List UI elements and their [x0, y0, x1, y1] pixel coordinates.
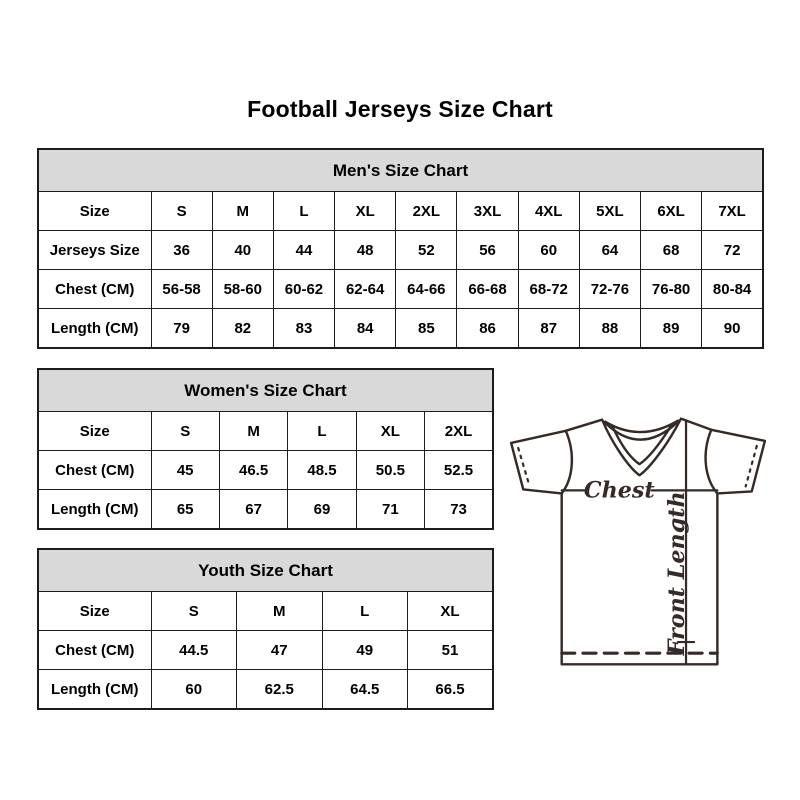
row-label: Chest (CM) — [38, 270, 151, 309]
table-cell: 58-60 — [212, 270, 273, 309]
table-row — [38, 192, 763, 231]
row-label: Chest (CM) — [38, 451, 151, 490]
table-cell: 62-64 — [335, 270, 396, 309]
column-header: S — [151, 412, 219, 451]
table-title: Youth Size Chart — [38, 549, 493, 592]
table-row — [38, 149, 763, 192]
column-header: M — [237, 592, 323, 631]
table-row — [38, 549, 493, 592]
table-cell: 52 — [396, 231, 457, 270]
table-cell: 64-66 — [396, 270, 457, 309]
table-cell: 66.5 — [408, 670, 494, 710]
table-cell: 71 — [356, 490, 424, 530]
table-cell: 46.5 — [219, 451, 287, 490]
column-header: S — [151, 592, 237, 631]
column-header: L — [322, 592, 408, 631]
table-cell: 44 — [273, 231, 334, 270]
table-row — [38, 309, 763, 349]
jersey-illustration-icon — [498, 396, 776, 692]
table-cell: 85 — [396, 309, 457, 349]
table-cell: 84 — [335, 309, 396, 349]
table-cell: 89 — [641, 309, 702, 349]
column-header: 4XL — [518, 192, 579, 231]
table-row — [38, 670, 493, 710]
table-cell: 65 — [151, 490, 219, 530]
table-cell: 87 — [518, 309, 579, 349]
column-header: 6XL — [641, 192, 702, 231]
table-cell: 64 — [579, 231, 640, 270]
table-cell: 40 — [212, 231, 273, 270]
womens-size-table — [37, 368, 494, 530]
table-cell: 48.5 — [288, 451, 356, 490]
table-row — [38, 412, 493, 451]
table-cell: 76-80 — [641, 270, 702, 309]
table-cell: 86 — [457, 309, 518, 349]
column-header: 5XL — [579, 192, 640, 231]
column-header: M — [212, 192, 273, 231]
table-title: Men's Size Chart — [38, 149, 763, 192]
row-label: Length (CM) — [38, 490, 151, 530]
chest-label: Chest — [583, 477, 655, 504]
table-cell: 64.5 — [322, 670, 408, 710]
table-row — [38, 631, 493, 670]
table-cell: 72-76 — [579, 270, 640, 309]
column-header: M — [219, 412, 287, 451]
table-cell: 68-72 — [518, 270, 579, 309]
table-cell: 60-62 — [273, 270, 334, 309]
column-header: 7XL — [702, 192, 763, 231]
table-cell: 51 — [408, 631, 494, 670]
table-row — [38, 369, 493, 412]
table-cell: 60 — [151, 670, 237, 710]
page-title: Football Jerseys Size Chart — [247, 96, 553, 122]
column-header: S — [151, 192, 212, 231]
table-row — [38, 270, 763, 309]
table-cell: 66-68 — [457, 270, 518, 309]
youth-size-table — [37, 548, 494, 710]
table-cell: 90 — [702, 309, 763, 349]
column-header: XL — [356, 412, 424, 451]
table-cell: 79 — [151, 309, 212, 349]
column-header: L — [288, 412, 356, 451]
table-cell: 73 — [425, 490, 493, 530]
row-label: Length (CM) — [38, 670, 151, 710]
row-label: Size — [38, 192, 151, 231]
row-label: Chest (CM) — [38, 631, 151, 670]
table-cell: 56 — [457, 231, 518, 270]
table-title: Women's Size Chart — [38, 369, 493, 412]
table-row — [38, 592, 493, 631]
table-cell: 56-58 — [151, 270, 212, 309]
table-row — [38, 451, 493, 490]
jersey-measurement-diagram — [498, 396, 776, 692]
table-cell: 45 — [151, 451, 219, 490]
column-header: 2XL — [425, 412, 493, 451]
table-cell: 44.5 — [151, 631, 237, 670]
table-cell: 48 — [335, 231, 396, 270]
table-cell: 36 — [151, 231, 212, 270]
table-cell: 52.5 — [425, 451, 493, 490]
table-cell: 67 — [219, 490, 287, 530]
table-cell: 68 — [641, 231, 702, 270]
table-cell: 82 — [212, 309, 273, 349]
table-cell: 60 — [518, 231, 579, 270]
front-length-label: Front Length — [664, 491, 691, 656]
table-cell: 88 — [579, 309, 640, 349]
mens-size-table — [37, 148, 764, 349]
column-header: XL — [335, 192, 396, 231]
table-cell: 69 — [288, 490, 356, 530]
row-label: Size — [38, 412, 151, 451]
column-header: L — [273, 192, 334, 231]
table-row — [38, 490, 493, 530]
table-cell: 47 — [237, 631, 323, 670]
table-cell: 50.5 — [356, 451, 424, 490]
table-cell: 83 — [273, 309, 334, 349]
table-cell: 62.5 — [237, 670, 323, 710]
row-label: Size — [38, 592, 151, 631]
table-cell: 72 — [702, 231, 763, 270]
row-label: Length (CM) — [38, 309, 151, 349]
column-header: 3XL — [457, 192, 518, 231]
jersey-outline — [511, 419, 765, 665]
table-cell: 49 — [322, 631, 408, 670]
column-header: 2XL — [396, 192, 457, 231]
column-header: XL — [408, 592, 494, 631]
table-row — [38, 231, 763, 270]
row-label: Jerseys Size — [38, 231, 151, 270]
table-cell: 80-84 — [702, 270, 763, 309]
